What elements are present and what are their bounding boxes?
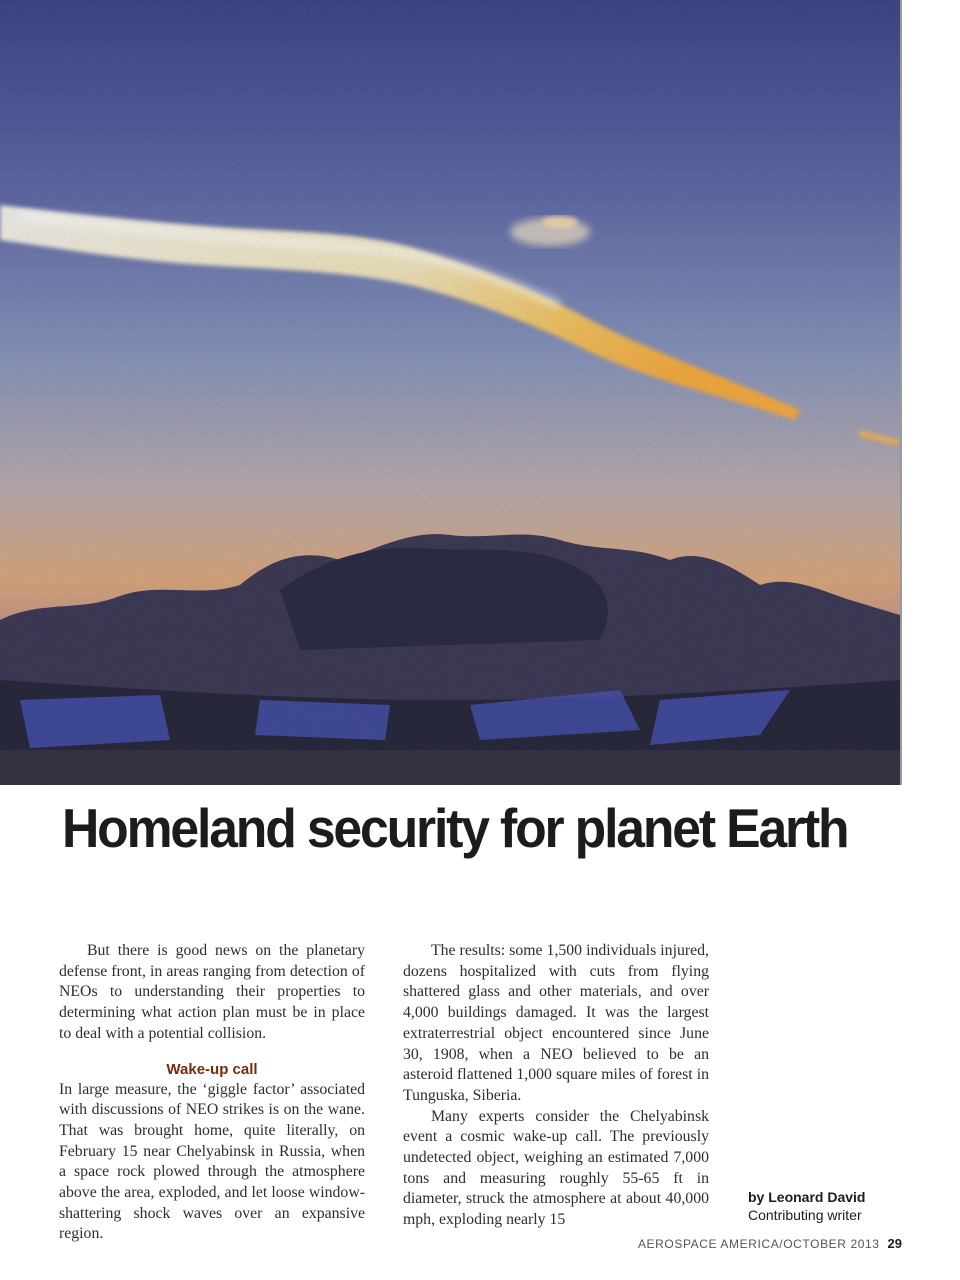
column-1-paragraph-1: But there is good news on the planetary defense front, in areas ranging from detection of NEOs to understanding their properties to determining what action plan must be in place to deal with a potential collision.	[59, 942, 365, 1042]
photo-edge-rule	[900, 0, 902, 785]
footer-publication: AEROSPACE AMERICA/OCTOBER 2013	[637, 1237, 880, 1251]
footer-page-number: 29	[887, 1236, 902, 1251]
byline-role: Contributing writer	[748, 1207, 862, 1223]
byline	[748, 1188, 865, 1224]
article-column-1	[59, 941, 365, 1245]
article-headline: Homeland security for planet Earth	[62, 797, 848, 859]
column-2-paragraph-1: The results: some 1,500 individuals injured, dozens hospitalized with cuts from flying shattered glass and other materials, and over 4,000 buildings damaged. It was the largest extraterrestrial object encountered since June 30, 1908, when a NEO believed to be an asteroid flattened 1,000 square miles of forest in Tunguska, Siberia.	[403, 942, 709, 1104]
column-1-paragraph-2: In large measure, the ‘giggle factor’ associated with discussions of NEO strikes is on the wane. That was brought home, quite literally, on February 15 near Chelyabinsk in Russia, when a space rock plowed through the atmosphere above the area, exploded, and let loose window-shattering shock waves over an expansive region.	[59, 1080, 365, 1243]
page-footer	[638, 1236, 902, 1251]
column-2-paragraph-2: Many experts consider the Chelyabinsk event a cosmic wake-up call. The previously undetected object, weighing an estimated 7,000 tons and measuring roughly 55-65 ft in diameter, struck the atmosphere at about 40,000 mph, exploding nearly 15	[403, 1107, 709, 1229]
article-column-2	[403, 941, 709, 1231]
byline-author: by Leonard David	[748, 1189, 866, 1205]
section-subhead: Wake-up call	[166, 1060, 258, 1078]
